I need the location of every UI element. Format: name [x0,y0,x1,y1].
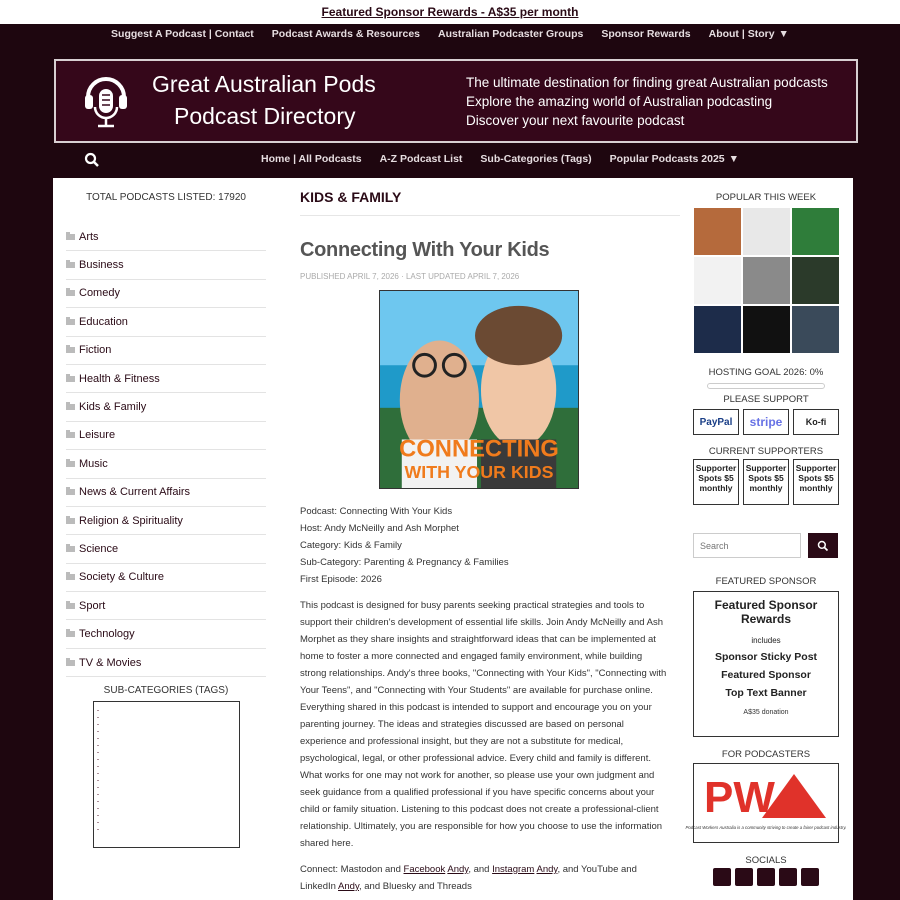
for-podcasters-heading: FOR PODCASTERS [721,749,811,760]
category-item[interactable] [66,507,266,535]
top-navigation [0,28,900,40]
site-title-line2: Podcast Directory [174,103,356,129]
paypal-label: PayPal [699,416,733,428]
supporter-spot[interactable]: Supporter Spots $5 monthly [793,459,839,505]
content-area [53,178,853,900]
fact-podcast: Podcast: Connecting With Your Kids [300,506,453,517]
nav-popular-label: Popular Podcasts 2025 [609,153,725,165]
category-label: Kids & Family [79,401,147,414]
connect-text: , and Bluesky and Threads [359,881,472,892]
social-links [693,868,839,886]
subcategories-heading: SUB-CATEGORIES (TAGS) [103,685,229,697]
search-icon [817,540,829,552]
category-item[interactable] [66,337,266,365]
linkedin-icon[interactable] [735,868,753,886]
folder-icon [66,489,75,495]
nav-home-all-podcasts[interactable]: Home | All Podcasts [261,153,362,165]
folder-icon [66,518,75,524]
nav-sponsor-rewards[interactable]: Sponsor Rewards [601,28,691,40]
hosting-goal-label: HOSTING GOAL 2026: 0% [708,367,824,378]
category-item[interactable] [66,479,266,507]
category-item[interactable] [66,564,266,592]
threads-icon[interactable] [779,868,797,886]
category-item[interactable] [66,365,266,393]
popular-podcasts-grid [694,208,839,353]
category-label: Comedy [79,287,120,300]
tagline-1: The ultimate destination for finding great Australian podcasts [466,75,828,90]
sponsor-ad-line3: Top Text Banner [725,687,807,699]
popular-podcast-thumb[interactable] [743,257,790,304]
folder-icon [66,432,75,438]
nav-az-list[interactable]: A-Z Podcast List [379,153,463,165]
category-label: Technology [79,628,135,641]
nav-about-story[interactable] [709,28,789,40]
sidebar-search [693,533,839,558]
facebook-link[interactable]: Facebook [403,864,446,875]
podcast-description: This podcast is designed for busy parents seeking practical strategies and tools to support their children's development of essential life skills. Join Andy McNeilly and Ash Morphet as they share insights and straightforward ideas that can be implemented at home to foster a more connected and engaged family environment, while building strong relationships. Andy's three books, "Connecting with Your Kids", "Connecting with Your Teens", and "Connecting with Your Students" are available for purchase online. Everything shared in this podcast is intended to support and encourage you on your parenting journey. The ideas and strategies discussed are based on personal experience and professional insight, but they are not a substitute for medical, psychological, legal, or other professional advice. Every child and family is different. What works for one may not work for another, so please use your own judgment and seek guidance from a qualified professional if you have specific concerns about your child or family situation. Listening to this podcast does not create a professional-client relationship. Ultimately, you are responsible for how you choose to use the information shared here. [300,600,667,849]
supporter-spots [693,459,839,505]
folder-icon [66,234,75,240]
featured-sponsor-ad[interactable] [693,591,839,737]
kofi-button[interactable] [793,409,839,435]
podcast-microphone-logo-icon [84,73,128,129]
sponsor-ad-title: Featured Sponsor Rewards [714,598,818,626]
site-banner[interactable] [54,59,858,143]
pwa-caption: Podcast Workers Australia is a community striving to create a fairer podcast industry. [685,825,847,830]
nav-suggest-podcast[interactable]: Suggest A Podcast | Contact [111,28,254,40]
connect-text: Connect: Mastodon and [300,864,404,875]
category-label: Society & Culture [79,571,164,584]
category-label: Leisure [79,429,116,442]
cover-title-line1: CONNECTING [399,435,559,463]
sponsor-ad-line1: Sponsor Sticky Post [714,651,818,663]
post-title[interactable]: Connecting With Your Kids [300,239,550,261]
tagline-3: Discover your next favourite podcast [466,113,685,128]
popular-podcast-thumb[interactable] [792,208,839,255]
category-label: Religion & Spirituality [79,514,183,527]
tagline-2: Explore the amazing world of Australian podcasting [466,94,773,109]
supporter-spot[interactable]: Supporter Spots $5 monthly [743,459,789,505]
svg-text:PW: PW [704,773,775,822]
left-sidebar [66,178,266,848]
folder-icon [66,376,75,382]
connect-links [300,861,668,895]
socials-heading: SOCIALS [745,855,787,866]
linkedin-andy-link[interactable]: Andy [338,881,359,892]
category-label: Science [79,542,119,555]
subcategories-tag-cloud[interactable] [93,701,240,848]
popular-this-week-heading: POPULAR THIS WEEK [715,192,817,203]
connect-text: , and YouTube and LinkedIn [300,864,637,892]
category-label: Sport [79,599,106,612]
mastodon-icon[interactable] [713,868,731,886]
kofi-label: Ko-fi [805,417,827,427]
stripe-label: stripe [749,415,783,429]
popular-podcast-thumb[interactable] [743,306,790,353]
bluesky-icon[interactable] [757,868,775,886]
sponsor-ad-line2: Featured Sponsor [721,669,811,681]
cover-title-line2: WITH YOUR KIDS [404,462,554,483]
paypal-button[interactable] [693,409,739,435]
folder-icon [66,404,75,410]
popular-podcast-thumb[interactable] [743,208,790,255]
category-item[interactable] [66,223,266,251]
search-input[interactable] [693,533,801,558]
top-sponsor-bar [0,0,900,24]
category-item[interactable] [66,280,266,308]
folder-icon [66,262,75,268]
podcast-cover-image [379,290,579,489]
payment-buttons [693,409,839,435]
facebook-andy-link[interactable]: Andy [447,864,469,875]
folder-icon [66,347,75,353]
category-label: Arts [79,230,99,243]
nav-awards-resources[interactable]: Podcast Awards & Resources [271,28,421,40]
category-list [66,223,266,677]
popular-podcast-thumb[interactable] [694,257,741,304]
fact-category: Category: Kids & Family [300,540,402,551]
page-heading: KIDS & FAMILY [300,189,680,216]
category-label: Health & Fitness [79,372,160,385]
main-post [300,178,680,895]
category-item[interactable] [66,535,266,563]
nav-popular-2025[interactable] [610,153,739,165]
please-support-heading: PLEASE SUPPORT [723,394,809,405]
fact-subcategory: Sub-Category: Parenting & Pregnancy & Families [300,557,509,568]
category-item[interactable] [66,308,266,336]
category-item[interactable] [66,649,266,677]
popular-podcast-thumb[interactable] [792,306,839,353]
folder-icon [66,319,75,325]
popular-podcast-thumb[interactable] [694,306,741,353]
category-label: Fiction [79,344,112,357]
category-label: News & Current Affairs [79,486,191,499]
stripe-button[interactable] [743,409,789,435]
instagram-andy-link[interactable]: Andy [536,864,558,875]
popular-podcast-thumb[interactable] [694,208,741,255]
right-sidebar [685,178,847,886]
category-item[interactable] [66,251,266,279]
sponsor-ad-donation: A$35 donation [743,709,789,716]
search-button[interactable] [808,533,838,558]
supporter-spot[interactable]: Supporter Spots $5 monthly [693,459,739,505]
featured-sponsor-heading: FEATURED SPONSOR [715,576,817,587]
chevron-down-icon: ▼ [778,28,789,40]
category-item[interactable] [66,422,266,450]
sponsor-rewards-link[interactable]: Featured Sponsor Rewards - A$35 per month [321,5,579,19]
category-label: Business [79,259,124,272]
category-label: Music [79,457,108,470]
hosting-goal-progress-bar [707,383,825,389]
connect-text: , and [468,864,493,875]
folder-icon [66,631,75,637]
nav-about-label: About | Story [708,28,775,40]
pwa-logo [685,764,847,842]
youtube-icon[interactable] [801,868,819,886]
podcast-facts [300,503,680,588]
category-item[interactable] [66,620,266,648]
folder-icon [66,660,75,666]
fact-host: Host: Andy McNeilly and Ash Morphet [300,523,459,534]
folder-icon [66,574,75,580]
site-title-line1: Great Australian Pods [152,71,376,97]
total-podcasts-count: TOTAL PODCASTS LISTED: 17920 [86,192,246,203]
post-meta: PUBLISHED APRIL 7, 2026 · LAST UPDATED APRIL 7, 2026 [300,272,520,281]
folder-icon [66,461,75,467]
popular-podcast-thumb[interactable] [792,257,839,304]
category-label: TV & Movies [79,656,142,669]
category-item[interactable] [66,450,266,478]
sponsor-ad-includes: includes [751,636,781,645]
folder-icon [66,546,75,552]
nav-sub-categories[interactable]: Sub-Categories (Tags) [480,153,592,165]
nav-podcaster-groups[interactable]: Australian Podcaster Groups [438,28,584,40]
category-item[interactable] [66,393,266,421]
podcast-workers-australia-ad[interactable] [685,763,847,843]
folder-icon [66,603,75,609]
chevron-down-icon: ▼ [728,153,740,165]
fact-first-episode: First Episode: 2026 [300,574,382,585]
category-item[interactable] [66,592,266,620]
main-navigation [0,153,900,171]
search-icon[interactable] [84,152,100,168]
folder-icon [66,290,75,296]
current-supporters-heading: CURRENT SUPPORTERS [708,446,824,457]
instagram-link[interactable]: Instagram [492,864,535,875]
category-label: Education [79,315,128,328]
